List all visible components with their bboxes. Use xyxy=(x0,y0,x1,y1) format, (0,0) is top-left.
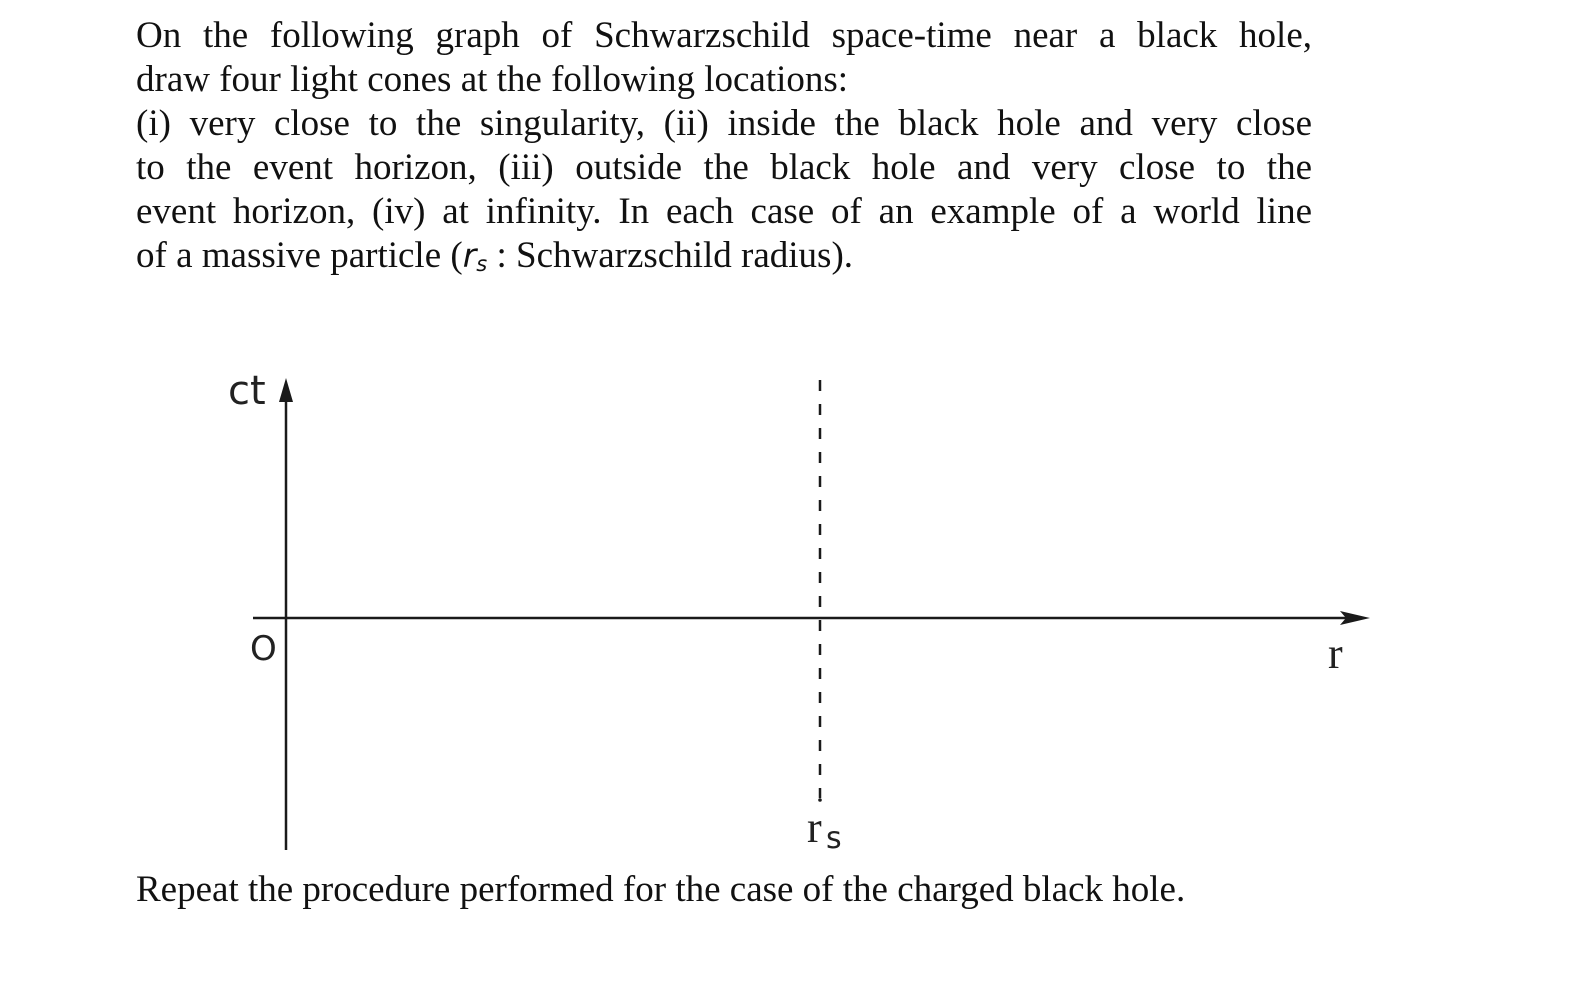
question-line-6-end: : Schwarzschild radius). xyxy=(487,235,854,276)
horizon-label-subscript: s xyxy=(826,821,842,856)
ct-axis-label: ct xyxy=(228,368,266,414)
question-line-2: draw four light cones at the following locations: xyxy=(136,59,849,100)
r-axis-label: r xyxy=(1328,629,1343,678)
footer-instruction: Repeat the procedure performed for the case of the charged black hole. xyxy=(136,869,1186,910)
rs-symbol-subscript: s xyxy=(476,252,488,276)
event-horizon-dot xyxy=(818,798,822,802)
horizon-label-letter: r xyxy=(807,803,822,852)
question-line-1: On the following graph of Schwarzschild space-time near a black hole, xyxy=(136,15,1312,56)
origin-label: O xyxy=(250,629,277,669)
question-line-5: event horizon, (iv) at infinity. In each case of an example of a world line xyxy=(136,191,1312,232)
question-line-6-start: of a massive particle ( xyxy=(136,235,463,276)
ct-axis-arrowhead xyxy=(279,378,293,402)
question-line-3: (i) very close to the singularity, (ii) inside the black hole and very close xyxy=(136,103,1312,144)
horizon-label xyxy=(807,803,842,856)
rs-symbol-letter: r xyxy=(462,236,477,275)
question-line-4: to the event horizon, (iii) outside the black hole and very close to the xyxy=(136,147,1312,188)
